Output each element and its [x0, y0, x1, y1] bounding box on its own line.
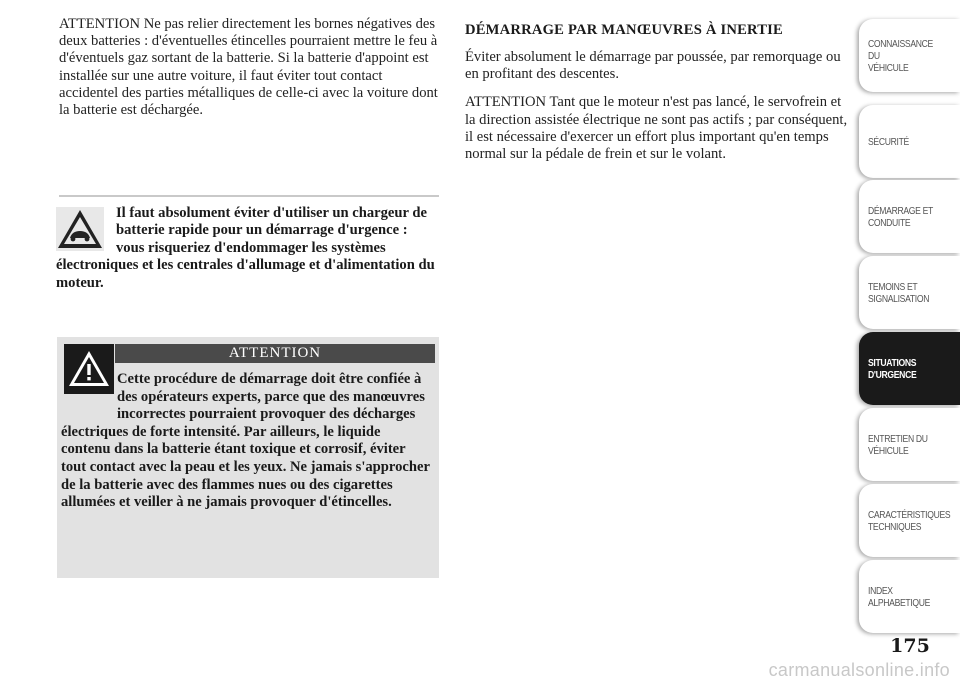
tab-label: CARACTÉRISTIQUES TECHNIQUES — [868, 508, 951, 533]
warning-box — [57, 337, 439, 578]
tab-label: SITUATIONS D'URGENCE — [868, 356, 917, 381]
left-column — [59, 16, 441, 119]
section-title: DÉMARRAGE PAR MANŒUVRES À INERTIE — [465, 22, 783, 38]
attention-brake-paragraph: ATTENTION Tant que le moteur n'est pas lancé, le servofrein et la direction assistée électrique ne sont pas actifs ; par conséquent, il est nécessaire d'exercer un effort plus important qu'en temps normal sur la pédale de frein et sur le volant. — [465, 94, 848, 163]
tab-label: ENTRETIEN DU VÉHICULE — [868, 432, 928, 457]
tab-index-alphabetique[interactable] — [859, 560, 960, 633]
tab-caracteristiques-techniques[interactable] — [859, 484, 960, 557]
caution-note — [56, 205, 436, 292]
tab-label: TEMOINS ET SIGNALISATION — [868, 280, 930, 305]
warning-text-block — [61, 371, 433, 512]
tab-securite[interactable] — [859, 105, 960, 178]
tab-label: CONNAISSANCE DU VÉHICULE — [868, 37, 933, 74]
tab-connaissance-du-vehicule[interactable] — [859, 19, 960, 92]
tab-label: DÉMARRAGE ET CONDUITE — [868, 204, 933, 229]
tab-situations-d-urgence[interactable] — [859, 332, 960, 405]
caution-note-text: Il faut absolument éviter d'utiliser un chargeur de batterie rapide pour un démarrage d'urgence : vous risqueriez d'endommager les systèmes électroniques et les centrales d'allumage et d'alimentation du moteur. — [56, 205, 435, 291]
right-column — [465, 16, 850, 174]
tab-temoins-et-signalisation[interactable] — [859, 256, 960, 329]
tab-label: INDEX ALPHABETIQUE — [868, 584, 931, 609]
tab-demarrage-et-conduite[interactable] — [859, 180, 960, 253]
car-warning-triangle-icon — [56, 207, 104, 251]
tab-label: SÉCURITÉ — [868, 135, 909, 148]
divider — [59, 195, 439, 197]
tab-entretien-du-vehicule[interactable] — [859, 408, 960, 481]
watermark: carmanualsonline.info — [768, 660, 950, 680]
warning-header: ATTENTION — [115, 344, 435, 363]
push-start-paragraph: Éviter absolument le démarrage par poussée, par remorquage ou en profitant des descentes. — [465, 49, 841, 83]
attention-paragraph: ATTENTION Ne pas relier directement les bornes négatives des deux batteries : d'éventuelles étincelles pourraient mettre le feu à d'éventuels gaz sortant de la batterie. Si la batterie d'appoint est installée sur une autre voiture, il faut éviter tout contact accidentel des parties métalliques de celle-ci avec la voiture dont la batterie est déchargée. — [59, 16, 438, 119]
page-number: 175 — [890, 635, 930, 657]
warning-text: Cette procédure de démarrage doit être confiée à des opérateurs experts, parce que des manœuvres incorrectes pourraient provoquer des décharges électriques de forte intensité. Par ailleurs, le liquide contenu dans la batterie étant toxique et corrosif, éviter tout contact avec la peau et les yeux. Ne jamais s'approcher de la batterie avec des flammes nues ou des cigarettes allumées et veiller à ne jamais provoquer d'étincelles. — [61, 371, 430, 511]
